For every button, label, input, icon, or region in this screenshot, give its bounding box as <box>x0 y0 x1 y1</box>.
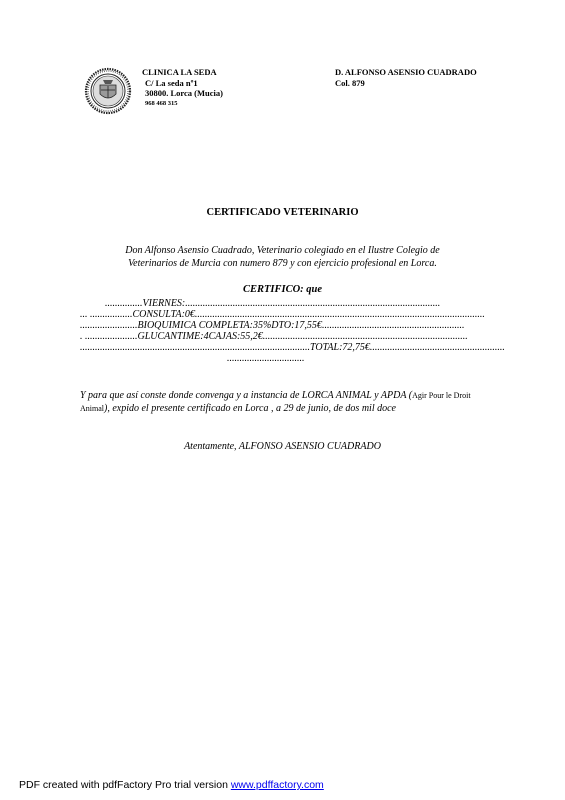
certifico-heading: CERTIFICO: que <box>242 284 323 295</box>
clinic-street: C/ La seda nº1 <box>145 77 198 88</box>
veterinarian-block <box>335 67 477 88</box>
item-line-total <box>80 342 505 353</box>
dot-leader: ... ................. <box>80 309 133 320</box>
item-text: BIOQUIMICA COMPLETA:35%DTO:17,55€ <box>137 320 322 331</box>
dot-leader: ...................................................................................................... <box>185 298 441 309</box>
dot-leader: . ..................... <box>80 331 138 342</box>
dot-leader: ......................................................... <box>321 320 465 331</box>
closing-paragraph <box>80 389 490 415</box>
document-title: CERTIFICADO VETERINARIO <box>206 207 359 218</box>
item-text: GLUCANTIME:4CAJAS:55,2€ <box>137 331 263 342</box>
clinic-address-block <box>142 67 223 108</box>
clinic-city: 30800. Lorca (Mucia) <box>145 88 223 98</box>
pdf-footer <box>19 779 324 791</box>
item-line-blank <box>227 353 347 364</box>
clinic-name: CLINICA LA SEDA <box>142 67 217 77</box>
item-text: TOTAL:72,75€ <box>310 342 370 353</box>
dot-leader: ............................................................................................ <box>80 342 310 353</box>
item-line-glucantime <box>80 331 485 342</box>
clinic-phone: 968 468 315 <box>145 99 178 107</box>
item-line-bioquimica <box>80 320 485 331</box>
item-text: CONSULTA:0€ <box>132 309 195 320</box>
signature-line: Atentamente, ALFONSO ASENSIO CUADRADO <box>184 441 381 452</box>
veterinary-college-seal-icon <box>84 67 132 115</box>
veterinarian-college-number: Col. 879 <box>335 77 365 88</box>
item-line-consulta <box>80 309 485 320</box>
dot-leader: ....................... <box>80 320 138 331</box>
intro-paragraph <box>80 245 485 270</box>
item-line-viernes <box>105 298 460 309</box>
dot-leader: ............... <box>105 298 143 309</box>
veterinarian-name: D. ALFONSO ASENSIO CUADRADO <box>335 67 477 77</box>
dot-leader: ............................... <box>227 353 305 364</box>
item-text: VIERNES: <box>142 298 186 309</box>
closing-text: Y para que así conste donde convenga y a instancia de LORCA ANIMAL y APDA ( <box>80 390 413 401</box>
closing-text: ), expido el presente certificado en Lorca , a 29 de junio, de dos mil doce <box>104 403 396 414</box>
pdffactory-link[interactable]: www.pdffactory.com <box>230 779 324 791</box>
dot-leader: .................................................................................................................... <box>194 309 485 320</box>
intro-line: Veterinarios de Murcia con numero 879 y con ejercicio profesional en Lorca. <box>128 257 437 269</box>
dot-leader: .................................................................................. <box>262 331 468 342</box>
closing-text-small: Agir Pour le Droit Animal <box>80 391 471 413</box>
dot-leader: ...................................................... <box>369 342 505 353</box>
footer-text: PDF created with pdfFactory Pro trial version <box>19 779 231 791</box>
intro-line: Don Alfonso Asensio Cuadrado, Veterinario colegiado en el Ilustre Colegio de <box>125 245 440 256</box>
